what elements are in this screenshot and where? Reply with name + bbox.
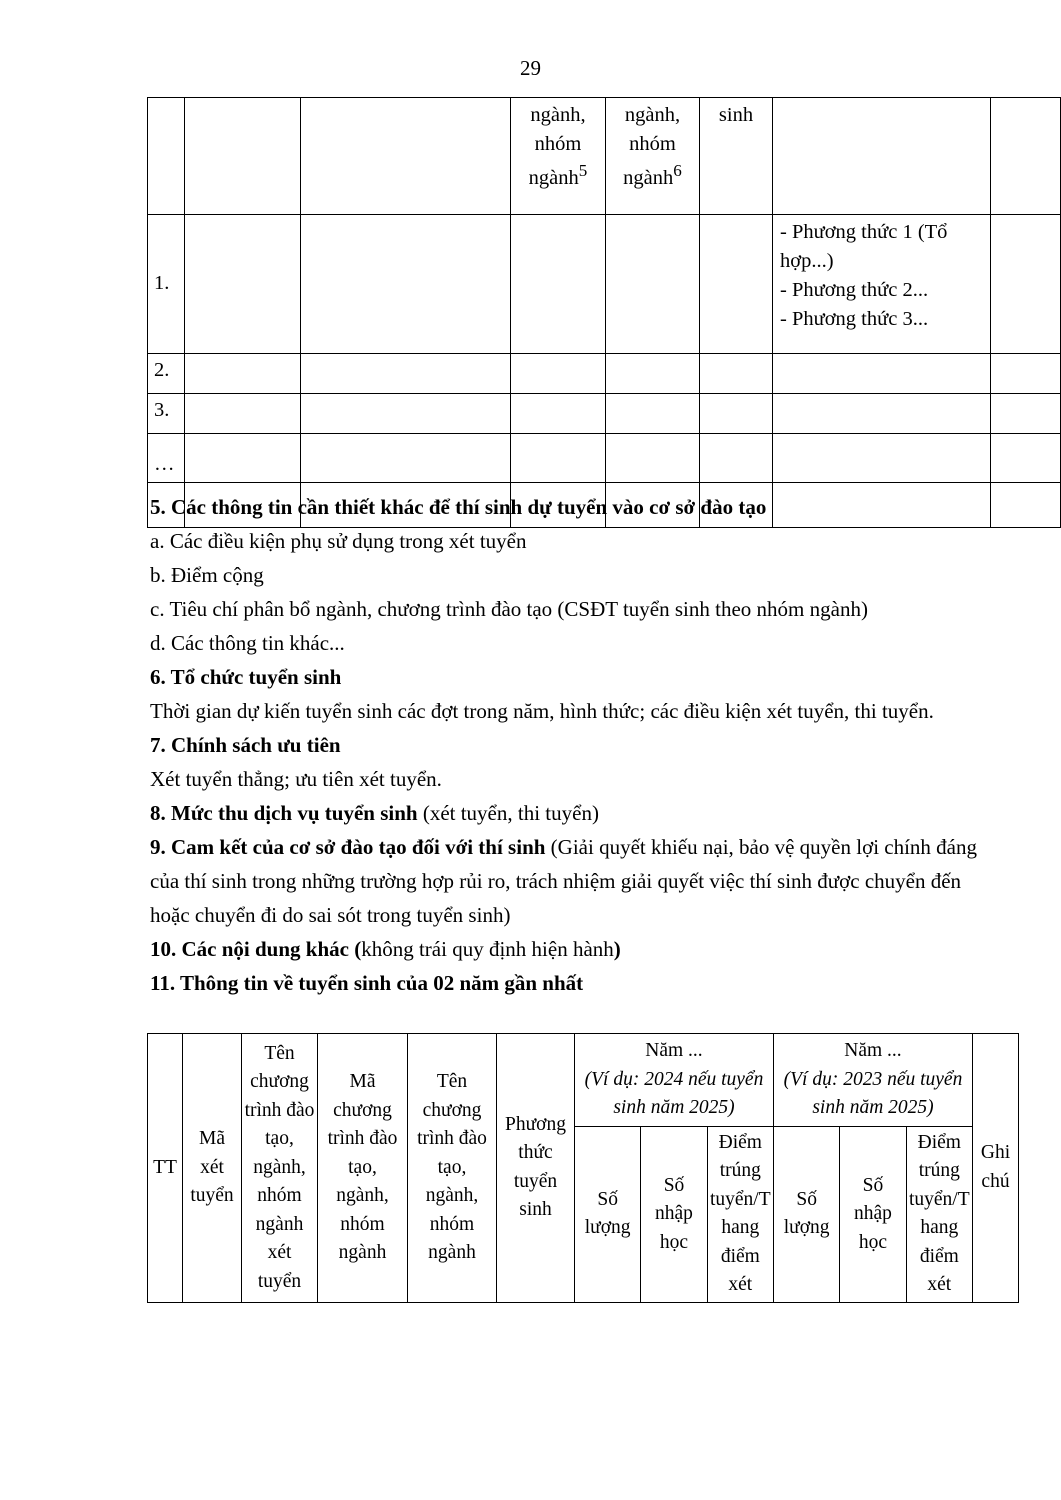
table-row [148,434,1061,483]
row-index: 1. [148,215,185,354]
header-year-group-2 [773,1034,972,1127]
row-cell-b [185,394,301,434]
header-cell-nganh-nhom-nganh-5 [511,98,606,215]
header-y2-so-nhap-hoc: Số nhập học [840,1127,906,1303]
header-phuong-thuc: Phương thức tuyển sinh [497,1034,575,1303]
admission-methods-table-wrapper [147,97,1061,528]
header-cell-nganh-nhom-nganh-6 [606,98,700,215]
row-cell-f [700,215,773,354]
item-6-body: Thời gian dự kiến tuyển sinh các đợt trong năm, hình thức; các điều kiện xét tuyển, thi tuyển. [150,699,934,724]
item-5a [150,524,980,558]
item-11-bold: 11. Thông tin về tuyển sinh của 02 năm gần nhất [150,971,584,996]
row-cell-c [301,215,511,354]
year-group-1-title: Năm ... [645,1040,703,1062]
row-cell-h [991,394,1061,434]
row-cell-e [606,434,700,483]
item-5a-text: a. Các điều kiện phụ sử dụng trong xét tuyển [150,529,527,554]
admission-methods-table [147,97,1061,528]
row-cell-d [511,434,606,483]
item-10-bold: 10. Các nội dung khác ( [150,937,362,962]
table-row [148,215,1061,354]
header-ghi-chu: Ghi chú [973,1034,1019,1303]
table-row [148,394,1061,434]
method-line-3: - Phương thức 3... [780,308,929,331]
year-group-2-note: (Ví dụ: 2023 nếu tuyển sinh năm 2025) [783,1068,963,1119]
row-cell-h [991,434,1061,483]
item-5d-text: d. Các thông tin khác... [150,631,345,656]
item-10-bold-tail: ) [613,937,621,962]
header-y2-so-luong: Số lượng [773,1127,839,1303]
header-text-d: ngành, nhóm ngành [528,104,586,190]
row-cell-h [991,215,1061,354]
item-10 [150,932,980,966]
header-ten-ct: Tên chương trình đào tạo, ngành, nhóm ngành [408,1034,497,1303]
method-line-1: - Phương thức 1 (Tổ hợp...) [780,221,948,273]
row-cell-e [606,394,700,434]
enrollment-history-table [147,1033,1019,1303]
table-header-row [148,98,1061,215]
header-ma-xet-tuyen: Mã xét tuyển [183,1034,242,1303]
item-6-bold: 6. Tổ chức tuyển sinh [150,665,342,690]
header-text-e: ngành, nhóm ngành [623,104,681,190]
row-cell-e [606,354,700,394]
year-group-2-title: Năm ... [844,1040,902,1062]
method-line-2: - Phương thức 2... [780,279,929,302]
row-cell-h [991,354,1061,394]
item-10-rest: không trái quy định hiện hành [361,937,614,962]
row-cell-d [511,354,606,394]
item-11 [150,966,980,1000]
header-year-group-1 [575,1034,774,1127]
row-cell-b [185,434,301,483]
row-cell-methods [773,434,991,483]
document-body [150,490,980,1000]
table-row [148,354,1061,394]
table-header-row-1 [148,1034,1019,1127]
row-cell-d [511,394,606,434]
item-6-text [150,694,980,728]
header-cell-index [148,98,185,215]
item-7 [150,728,980,762]
item-7-text [150,762,980,796]
item-9-rest: (Giải quyết khiếu nại, bảo vệ quyền lợi chính đáng của thí sinh trong những trường hợp rủi ro, trách nhiệm giải quyết việc thí sinh được chuyển đến hoặc chuyển đi do sai sót trong tuyển sinh) [150,835,977,928]
header-y1-so-nhap-hoc: Số nhập học [641,1127,707,1303]
header-cell-c [301,98,511,215]
row-cell-h [991,483,1061,528]
item-7-bold: 7. Chính sách ưu tiên [150,733,341,758]
row-cell-f [700,354,773,394]
row-cell-c [301,394,511,434]
row-index: 2. [148,354,185,394]
row-cell-f [700,394,773,434]
row-cell-c [301,434,511,483]
row-cell-e [606,215,700,354]
row-cell-d [511,215,606,354]
header-y1-diem-trung-tuyen: Điểm trúng tuyển/Thang điểm xét [707,1127,773,1303]
item-5c-text: c. Tiêu chí phân bổ ngành, chương trình đào tạo (CSĐT tuyển sinh theo nhóm ngành) [150,597,868,622]
item-5 [150,490,980,524]
row-cell-methods [773,215,991,354]
item-8 [150,796,980,830]
row-index: … [148,434,185,483]
item-6 [150,660,980,694]
header-tt: TT [148,1034,183,1303]
header-cell-b [185,98,301,215]
header-sup-5: 5 [578,161,588,181]
header-ten-chuong-trinh: Tên chương trình đào tạo, ngành, nhóm ngành xét tuyển [242,1034,318,1303]
item-9-bold: 9. Cam kết của cơ sở đào tạo đối với thí sinh [150,835,546,860]
item-5c [150,592,980,626]
header-cell-h [991,98,1061,215]
header-cell-methods [773,98,991,215]
row-cell-b [185,354,301,394]
item-8-bold: 8. Mức thu dịch vụ tuyển sinh [150,801,418,826]
page-number: 29 [520,56,541,80]
header-y2-diem-trung-tuyen: Điểm trúng tuyển/Thang điểm xét [906,1127,972,1303]
row-cell-methods [773,394,991,434]
item-5b-text: b. Điểm cộng [150,563,264,588]
item-5d [150,626,980,660]
item-5-bold: 5. Các thông tin cần thiết khác để thí sinh dự tuyển vào cơ sở đào tạo [150,495,767,519]
header-sup-6: 6 [673,161,682,181]
enrollment-history-table-wrapper [147,1033,1019,1303]
row-index: 3. [148,394,185,434]
header-y1-so-luong: Số lượng [575,1127,641,1303]
item-9 [150,830,980,932]
header-cell-sinh: sinh [700,98,773,215]
item-8-rest: (xét tuyển, thi tuyển) [417,801,599,826]
item-7-body: Xét tuyển thẳng; ưu tiên xét tuyển. [150,767,442,792]
row-cell-methods [773,354,991,394]
year-group-1-note: (Ví dụ: 2024 nếu tuyển sinh năm 2025) [584,1068,764,1119]
header-ma-chuong-trinh: Mã chương trình đào tạo, ngành, nhóm ngành [318,1034,408,1303]
row-cell-c [301,354,511,394]
row-cell-b [185,215,301,354]
item-5b [150,558,980,592]
row-cell-f [700,434,773,483]
